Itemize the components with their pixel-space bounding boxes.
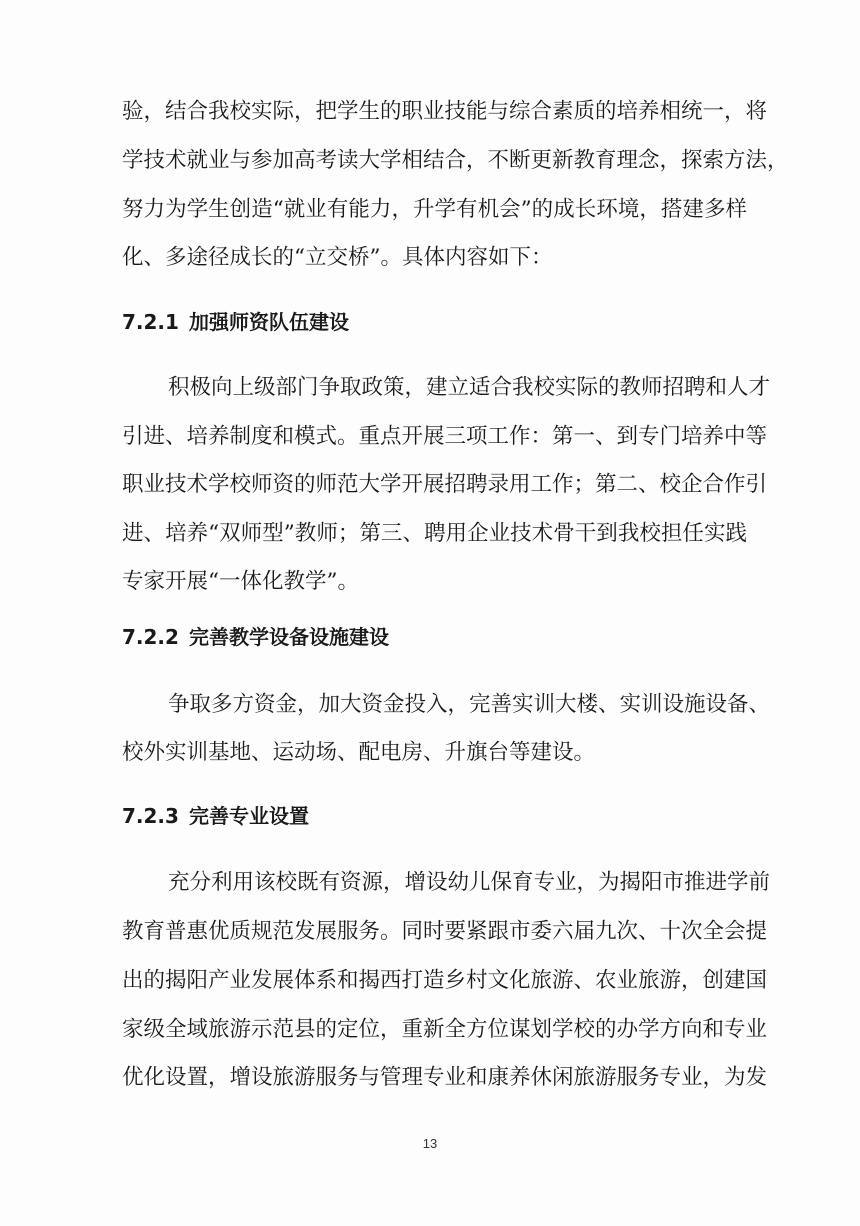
intro-line-4: 化、多途径成长的“立交桥”。具体内容如下：: [122, 245, 553, 270]
section-heading-7-2-3: [122, 802, 309, 830]
heading-title: 完善教学设备设施建设: [188, 625, 389, 649]
intro-line-3: 努力为学生创造“就业有能力，升学有机会”的成长环境，搭建多样: [122, 197, 747, 222]
heading-title: 加强师资队伍建设: [188, 310, 349, 334]
section1-line-5: 专家开展“一体化教学”。: [122, 569, 359, 594]
heading-title: 完善专业设置: [188, 804, 309, 828]
section1-line-4: 进、培养“双师型”教师；第三、聘用企业技术骨干到我校担任实践: [122, 521, 747, 546]
heading-number: 7.2.2: [122, 625, 179, 649]
section1-line-2: 引进、培养制度和模式。重点开展三项工作：第一、到专门培养中等: [122, 424, 768, 449]
section3-line-1: 充分利用该校既有资源，增设幼儿保育专业，为揭阳市推进学前: [168, 870, 771, 895]
section3-line-3: 出的揭阳产业发展体系和揭西打造乡村文化旅游、农业旅游，创建国: [122, 968, 768, 993]
section3-line-2: 教育普惠优质规范发展服务。同时要紧跟市委六届九次、十次全会提: [122, 919, 768, 944]
section2-line-2: 校外实训基地、运动场、配电房、升旗台等建设。: [122, 740, 596, 765]
heading-number: 7.2.1: [122, 310, 179, 334]
section-heading-7-2-2: [122, 623, 389, 651]
section3-line-5: 优化设置，增设旅游服务与管理专业和康养休闲旅游服务专业，为发: [122, 1065, 768, 1090]
page-number: 13: [422, 1136, 438, 1151]
intro-line-1: 验，结合我校实际，把学生的职业技能与综合素质的培养相统一，将: [122, 99, 768, 124]
section1-line-3: 职业技术学校师资的师范大学开展招聘录用工作；第二、校企合作引: [122, 472, 768, 497]
intro-line-2: 学技术就业与参加高考读大学相结合，不断更新教育理念，探索方法，: [122, 148, 789, 173]
heading-number: 7.2.3: [122, 804, 179, 828]
section1-line-1: 积极向上级部门争取政策，建立适合我校实际的教师招聘和人才: [168, 375, 771, 400]
section-heading-7-2-1: [122, 308, 349, 336]
section2-line-1: 争取多方资金，加大资金投入，完善实训大楼、实训设施设备、: [168, 692, 771, 717]
section3-line-4: 家级全域旅游示范县的定位，重新全方位谋划学校的办学方向和专业: [122, 1017, 768, 1042]
